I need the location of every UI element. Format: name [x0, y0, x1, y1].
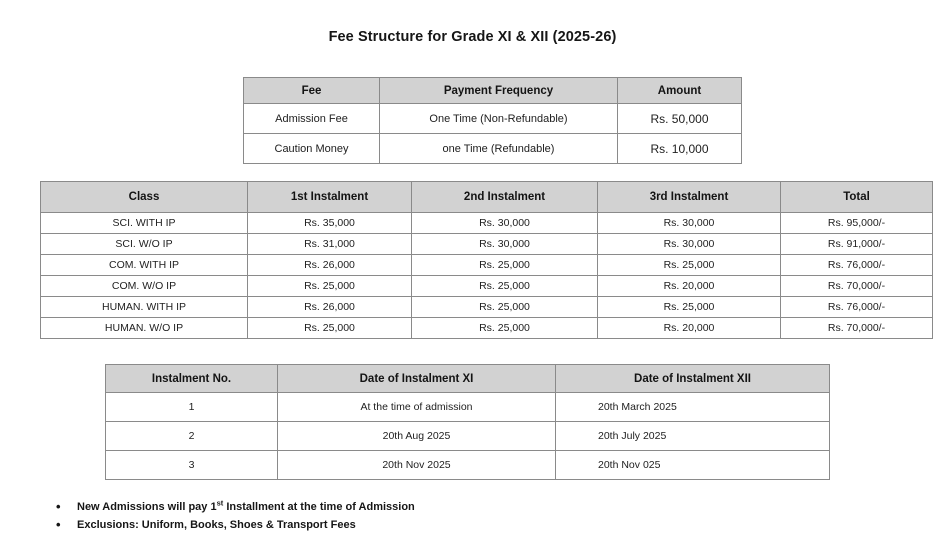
- note-text-suffix: Installment at the time of Admission: [223, 501, 415, 513]
- column-header-amount: Amount: [618, 78, 742, 104]
- column-header-date-xii: Date of Instalment XII: [556, 365, 830, 393]
- cell-payment-frequency: one Time (Refundable): [380, 134, 618, 164]
- list-item: [40, 516, 740, 534]
- cell-instalment-1: Rs. 26,000: [248, 297, 412, 318]
- cell-fee-name: Admission Fee: [244, 104, 380, 134]
- cell-instalment-1: Rs. 25,000: [248, 276, 412, 297]
- cell-date-xi: 20th Aug 2025: [278, 422, 556, 451]
- column-header-payment-frequency: Payment Frequency: [380, 78, 618, 104]
- cell-amount: Rs. 10,000: [618, 134, 742, 164]
- note-text-prefix: New Admissions will pay 1: [77, 501, 217, 513]
- cell-instalment-3: Rs. 25,000: [598, 297, 781, 318]
- bullet-icon: •: [56, 499, 61, 514]
- fee-summary-table: [243, 77, 742, 164]
- table-row: [41, 255, 933, 276]
- cell-instalment-3: Rs. 20,000: [598, 318, 781, 339]
- column-header-1st-instalment: 1st Instalment: [248, 182, 412, 213]
- column-header-total: Total: [781, 182, 933, 213]
- notes-list: [40, 498, 740, 534]
- table-header-row: [244, 78, 742, 104]
- cell-instalment-2: Rs. 25,000: [412, 255, 598, 276]
- cell-total: Rs. 70,000/-: [781, 318, 933, 339]
- cell-amount: Rs. 50,000: [618, 104, 742, 134]
- instalment-dates-table: [105, 364, 830, 480]
- cell-instalment-no: 1: [106, 393, 278, 422]
- cell-payment-frequency: One Time (Non-Refundable): [380, 104, 618, 134]
- table-header-row: [41, 182, 933, 213]
- cell-total: Rs. 95,000/-: [781, 213, 933, 234]
- column-header-3rd-instalment: 3rd Instalment: [598, 182, 781, 213]
- cell-instalment-2: Rs. 25,000: [412, 297, 598, 318]
- cell-date-xi: 20th Nov 2025: [278, 451, 556, 480]
- cell-instalment-no: 3: [106, 451, 278, 480]
- ordinal-suffix: st: [216, 498, 224, 508]
- cell-instalment-2: Rs. 25,000: [412, 276, 598, 297]
- table-row: [244, 134, 742, 164]
- table-row: [244, 104, 742, 134]
- column-header-fee: Fee: [244, 78, 380, 104]
- cell-class: SCI. W/O IP: [41, 234, 248, 255]
- cell-date-xi: At the time of admission: [278, 393, 556, 422]
- page-title: Fee Structure for Grade XI & XII (2025-26): [328, 29, 617, 45]
- cell-date-xii: 20th March 2025: [556, 393, 830, 422]
- cell-instalment-2: Rs. 25,000: [412, 318, 598, 339]
- list-item: [40, 498, 740, 516]
- cell-total: Rs. 91,000/-: [781, 234, 933, 255]
- cell-instalment-3: Rs. 20,000: [598, 276, 781, 297]
- cell-instalment-2: Rs. 30,000: [412, 213, 598, 234]
- cell-class: SCI. WITH IP: [41, 213, 248, 234]
- cell-instalment-1: Rs. 26,000: [248, 255, 412, 276]
- cell-instalment-2: Rs. 30,000: [412, 234, 598, 255]
- cell-instalment-1: Rs. 31,000: [248, 234, 412, 255]
- cell-total: Rs. 70,000/-: [781, 276, 933, 297]
- column-header-class: Class: [41, 182, 248, 213]
- cell-instalment-3: Rs. 25,000: [598, 255, 781, 276]
- column-header-2nd-instalment: 2nd Instalment: [412, 182, 598, 213]
- cell-date-xii: 20th Nov 025: [556, 451, 830, 480]
- cell-class: COM. W/O IP: [41, 276, 248, 297]
- table-row: [106, 422, 830, 451]
- cell-instalment-3: Rs. 30,000: [598, 234, 781, 255]
- cell-total: Rs. 76,000/-: [781, 255, 933, 276]
- cell-class: HUMAN. W/O IP: [41, 318, 248, 339]
- bullet-icon: •: [56, 517, 61, 532]
- class-instalment-table: [40, 181, 933, 339]
- table-row: [41, 276, 933, 297]
- cell-instalment-1: Rs. 35,000: [248, 213, 412, 234]
- cell-total: Rs. 76,000/-: [781, 297, 933, 318]
- table-row: [41, 297, 933, 318]
- column-header-instalment-no: Instalment No.: [106, 365, 278, 393]
- cell-instalment-3: Rs. 30,000: [598, 213, 781, 234]
- cell-class: HUMAN. WITH IP: [41, 297, 248, 318]
- table-header-row: [106, 365, 830, 393]
- table-row: [106, 451, 830, 480]
- note-text-prefix: Exclusions: Uniform, Books, Shoes & Transport Fees: [77, 519, 356, 531]
- table-row: [106, 393, 830, 422]
- table-row: [41, 213, 933, 234]
- cell-fee-name: Caution Money: [244, 134, 380, 164]
- cell-instalment-1: Rs. 25,000: [248, 318, 412, 339]
- cell-date-xii: 20th July 2025: [556, 422, 830, 451]
- cell-instalment-no: 2: [106, 422, 278, 451]
- table-row: [41, 318, 933, 339]
- column-header-date-xi: Date of Instalment XI: [278, 365, 556, 393]
- table-row: [41, 234, 933, 255]
- cell-class: COM. WITH IP: [41, 255, 248, 276]
